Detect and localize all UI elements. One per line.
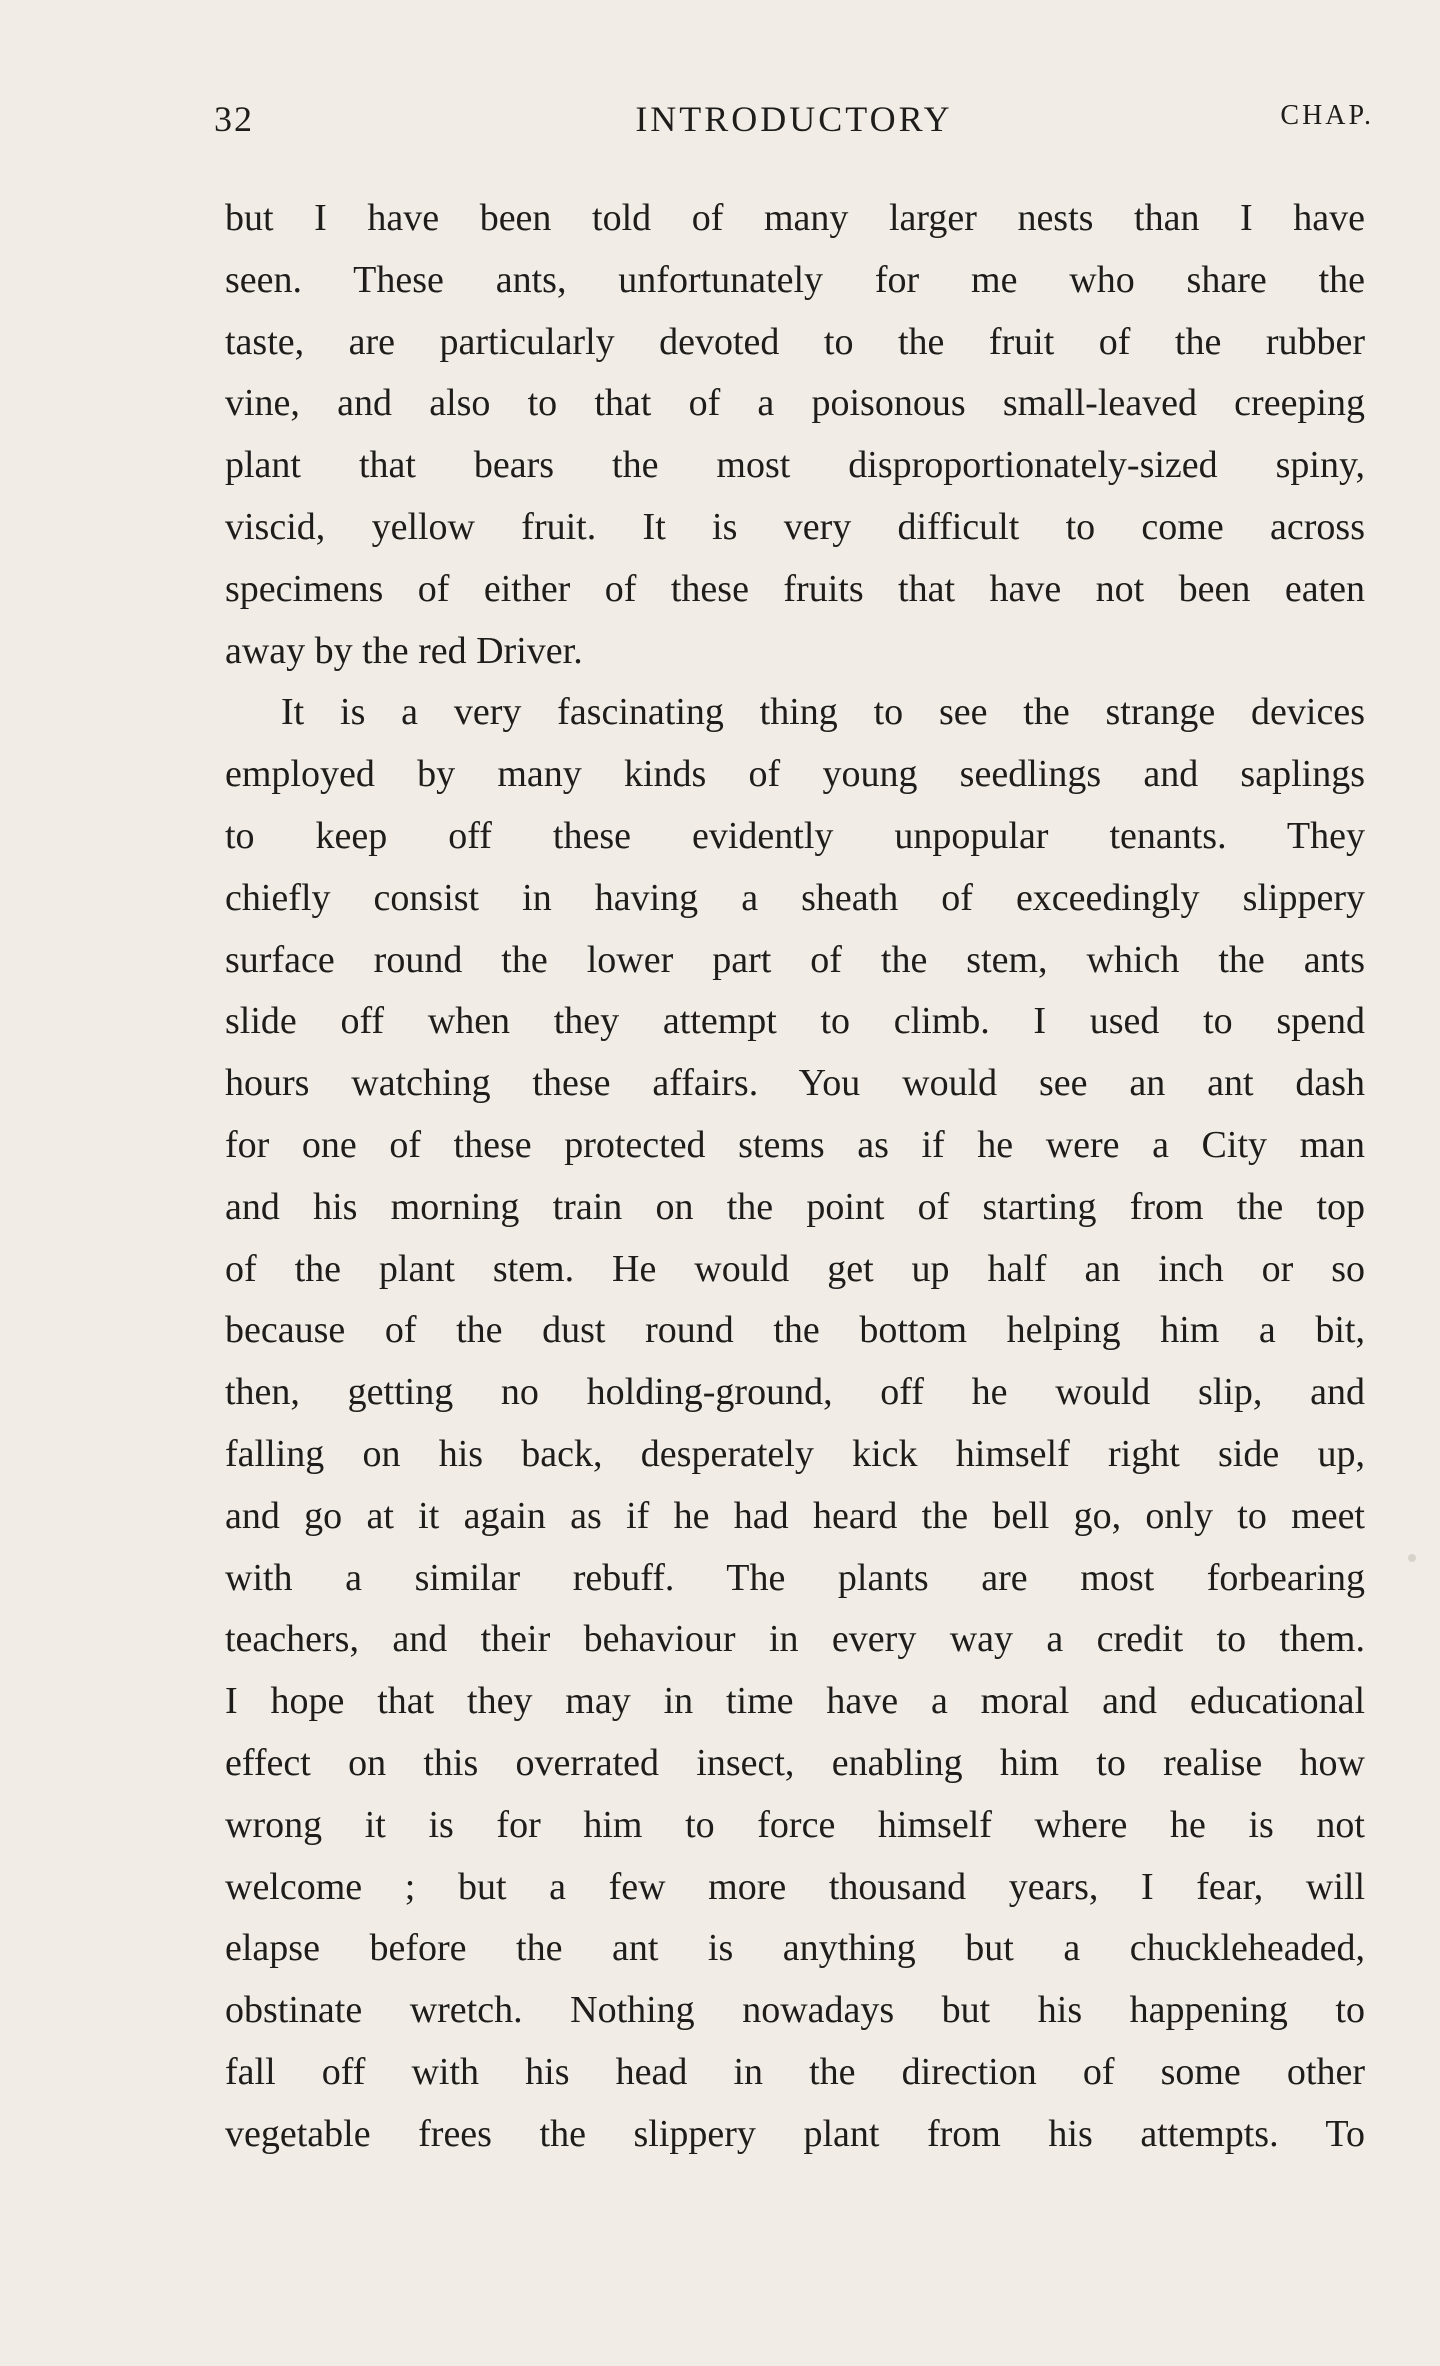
text-line: vine, and also to that of a poisonous small-leaved creeping [225,382,1365,425]
text-line: plant that bears the most disproportionately-sized spiny, [225,444,1365,487]
running-head [214,98,1374,148]
running-title: INTRODUCTORY [635,99,953,139]
paper-speck [1408,1554,1416,1562]
text-line: and go at it again as if he had heard the bell go, only to meet [225,1494,1365,1537]
text-line: slide off when they attempt to climb. I used to spend [225,1000,1365,1043]
text-line: with a similar rebuff. The plants are most forbearing [225,1556,1365,1599]
text-line: but I have been told of many larger nests than I have [225,197,1365,239]
text-line: vegetable frees the slippery plant from his attempts. To [225,2112,1365,2155]
text-line: obstinate wretch. Nothing nowadays but his happening to [225,1989,1365,2032]
text-line: It is a very fascinating thing to see the strange devices [281,691,1365,734]
text-line: to keep off these evidently unpopular tenants. They [225,814,1365,857]
text-line: hours watching these affairs. You would see an ant dash [225,1062,1365,1105]
text-line: wrong it is for him to force himself where he is not [225,1803,1365,1846]
text-line: because of the dust round the bottom helping him a bit, [225,1309,1365,1352]
text-line: employed by many kinds of young seedlings and saplings [225,753,1365,796]
text-line: for one of these protected stems as if he were a City man [225,1123,1365,1166]
text-line: effect on this overrated insect, enabling him to realise how [225,1741,1365,1784]
text-line: chiefly consist in having a sheath of exceedingly slippery [225,876,1365,919]
text-line: specimens of either of these fruits that have not been eaten [225,567,1365,610]
body-text [225,188,1365,2166]
text-line: taste, are particularly devoted to the fruit of the rubber [225,320,1365,363]
text-line: I hope that they may in time have a moral and educational [225,1680,1365,1723]
text-line: surface round the lower part of the stem, which the ants [225,938,1365,981]
text-line: elapse before the ant is anything but a chuckleheaded, [225,1927,1365,1970]
text-line: away by the red Driver. [225,629,583,672]
chapter-marker: CHAP. [1280,100,1374,131]
text-line: fall off with his head in the direction of some other [225,2050,1365,2093]
text-line: falling on his back, desperately kick himself right side up, [225,1432,1365,1475]
text-line: then, getting no holding-ground, off he would slip, and [225,1371,1365,1414]
text-line: viscid, yellow fruit. It is very difficult to come across [225,505,1365,548]
text-line: of the plant stem. He would get up half an inch or so [225,1247,1365,1290]
text-line: welcome ; but a few more thousand years, I fear, will [225,1865,1365,1908]
text-line: teachers, and their behaviour in every way a credit to them. [225,1618,1365,1661]
text-line: and his morning train on the point of starting from the top [225,1185,1365,1228]
page-number: 32 [214,99,254,139]
text-line: seen. These ants, unfortunately for me who share the [225,258,1365,301]
